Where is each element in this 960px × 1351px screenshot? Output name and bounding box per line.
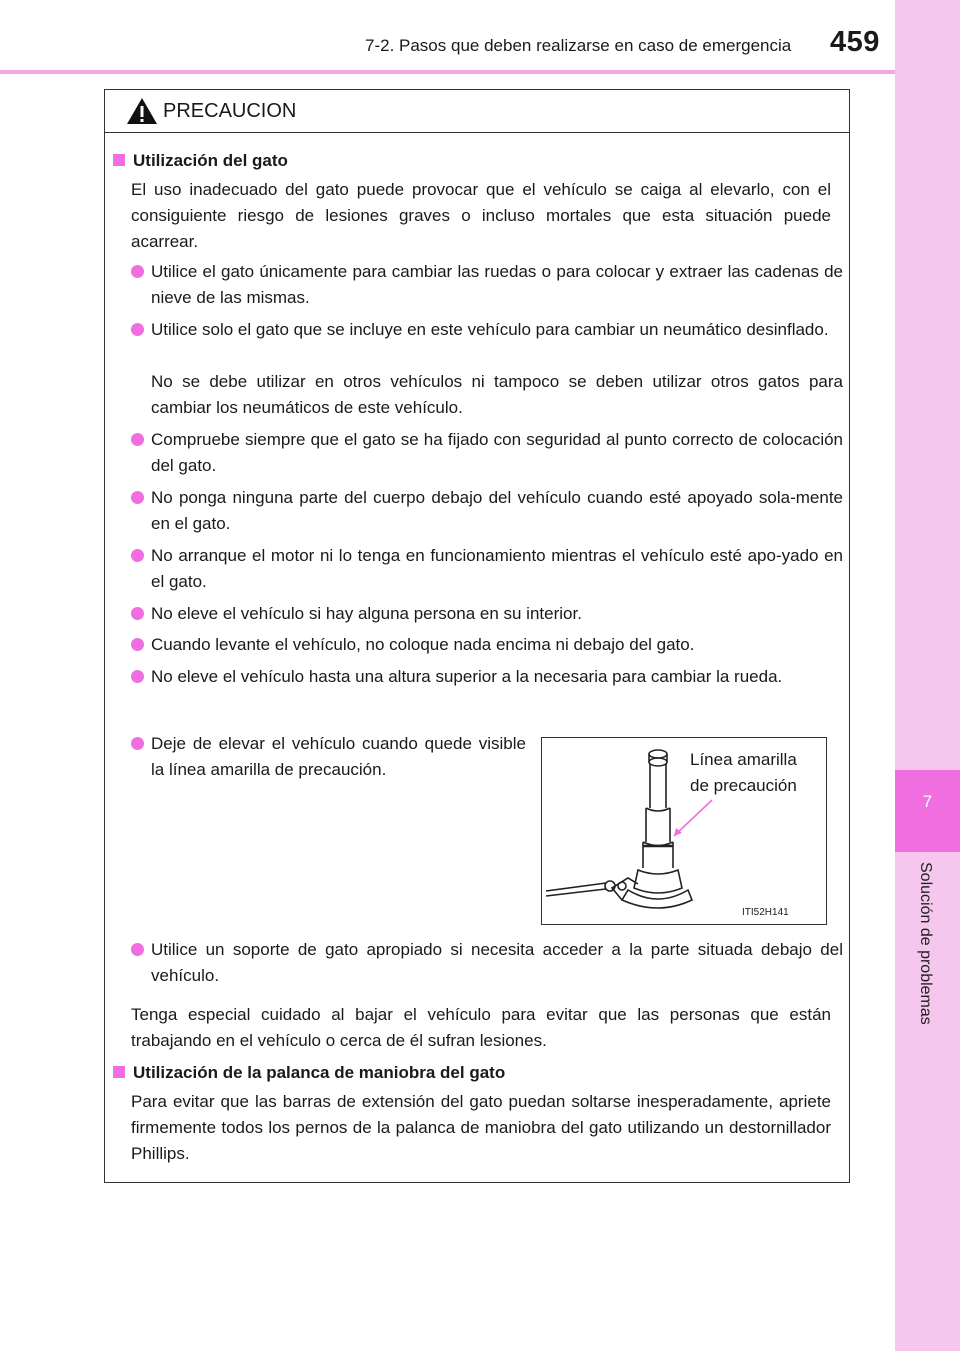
square-bullet-icon [113,1066,125,1078]
section-heading-gato: Utilización del gato [113,151,288,171]
bullet-dot-icon [131,943,144,956]
bullet-dot-icon [131,433,144,446]
bullet-dot-icon [131,265,144,278]
bullet-dot-icon [131,491,144,504]
chapter-title-container [895,862,960,1062]
section-title: 7-2. Pasos que deben realizarse en caso de emergencia [365,36,792,55]
outro-paragraph: Tenga especial cuidado al bajar el vehículo para evitar que las personas que están trabajando en el vehículo o cerca de él sufran lesiones. [131,1005,831,1050]
bullet-dot-icon [131,323,144,336]
bullet-dot-icon [131,549,144,562]
page-number: 459 [830,26,880,58]
list-item: No arranque el motor ni lo tenga en funcionamiento mientras el vehículo esté apo-yado en el gato. [131,543,843,595]
warning-icon [125,96,159,126]
side-tab [895,0,960,1351]
bullet-dot-icon [131,737,144,750]
figure-code: ITI52H141 [742,907,789,918]
list-item: No eleve el vehículo hasta una altura superior a la necesaria para cambiar la rueda. [131,664,843,690]
chapter-title: Solución de problemas [917,862,934,1025]
jack-figure [541,737,827,925]
bullet-dot-icon [131,670,144,683]
bullet-dot-icon [131,607,144,620]
section-heading-palanca: Utilización de la palanca de maniobra del gato [113,1063,505,1083]
list-item: Cuando levante el vehículo, no coloque nada encima ni debajo del gato. [131,632,843,658]
list-item: Utilice un soporte de gato apropiado si necesita acceder a la parte situada debajo del vehículo. [131,937,843,989]
bullet-dot-icon [131,638,144,651]
list-item: Compruebe siempre que el gato se ha fijado con seguridad al punto correcto de colocación del gato. [131,427,843,479]
caution-title: PRECAUCION [163,100,297,122]
caution-box [104,89,850,1183]
intro-paragraph: El uso inadecuado del gato puede provocar que el vehículo se caiga al elevarlo, con el consiguiente riesgo de lesiones graves o incluso mortales que esta situación puede acarrear. [131,180,831,251]
list-item: Deje de elevar el vehículo cuando quede visible la línea amarilla de precaución. [131,731,526,783]
chapter-number: 7 [922,792,933,811]
header-divider [0,70,895,74]
caution-header [105,90,849,133]
figure-label: Línea amarilla de precaución [690,750,797,795]
square-bullet-icon [113,154,125,166]
palanca-paragraph: Para evitar que las barras de extensión del gato puedan soltarse inesperadamente, apriete firmemente todos los pernos de la palanca de maniobra del gato utilizando un destornillador Phillips. [131,1092,831,1163]
list-item-continuation: No se debe utilizar en otros vehículos ni tampoco se deben utilizar otros gatos para cambiar los neumáticos de este vehículo. [151,372,843,417]
list-item: Utilice el gato únicamente para cambiar las ruedas o para colocar y extraer las cadenas de nieve de las mismas. [131,259,843,311]
list-item: No eleve el vehículo si hay alguna persona en su interior. [131,601,843,627]
list-item: No ponga ninguna parte del cuerpo debajo del vehículo cuando esté apoyado sola-mente en el gato. [131,485,843,537]
list-item: Utilice solo el gato que se incluye en este vehículo para cambiar un neumático desinflado. [131,317,843,343]
